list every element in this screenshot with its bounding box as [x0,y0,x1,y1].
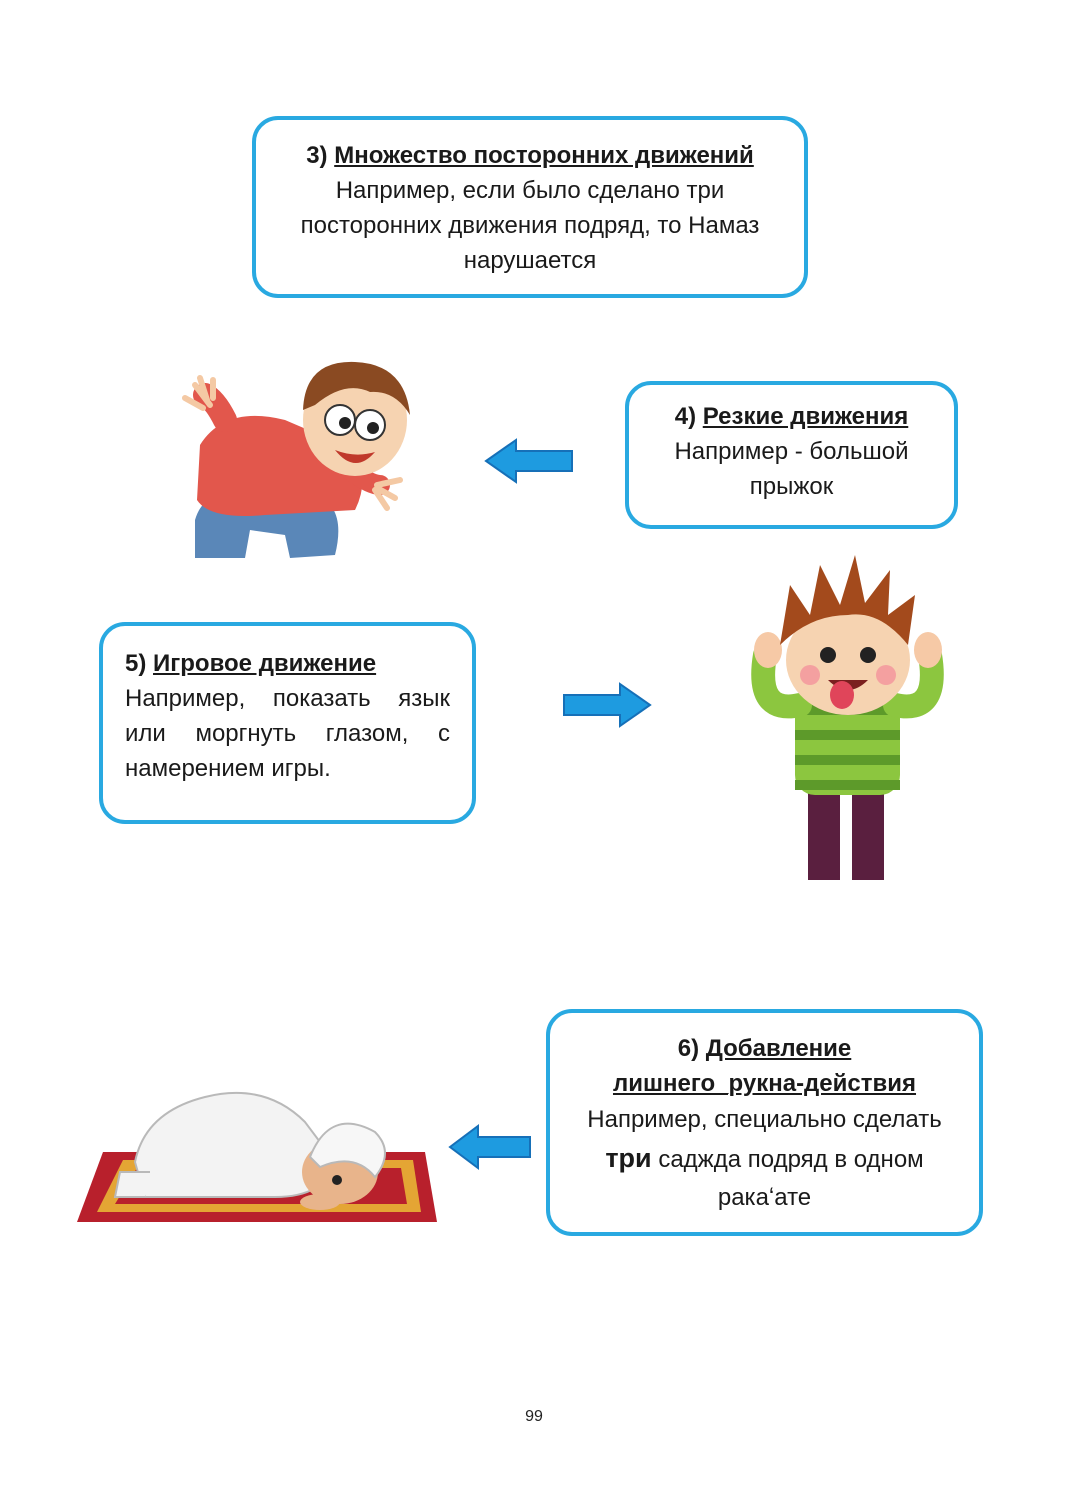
praying-boy-illustration [75,1062,440,1227]
card-title: 5) Игровое движение [125,650,377,677]
arrow-left-icon [448,1124,534,1170]
jumping-boy-illustration [155,350,425,565]
card-title: 4) Резкие движения [674,403,909,430]
card-extra-rukn [546,1009,983,1236]
boy-tongue-illustration [740,555,950,890]
card-body: Например, специально сделать три саджда подряд в одном ракаʻате [587,1106,942,1211]
arrow-right-icon [560,682,652,728]
card-title: 3) Множество посторонних движений [306,142,754,169]
card-extra-movements [252,116,808,298]
card-sharp-movements [625,381,958,529]
card-title: 6) Добавление [677,1035,852,1062]
card-body: Например, если было сделано три посторонних движения подряд, то Намаз нарушается [300,177,760,274]
page-number: 99 [525,1408,543,1425]
arrow-left-icon [484,438,576,484]
card-body: Например, показать язык или моргнуть глазом, с намерением игры. [125,685,450,782]
card-body: Например - большой прыжок [674,438,909,500]
card-title-line2: лишнего_рукна-действия [612,1070,917,1097]
card-play-movement [99,622,476,824]
